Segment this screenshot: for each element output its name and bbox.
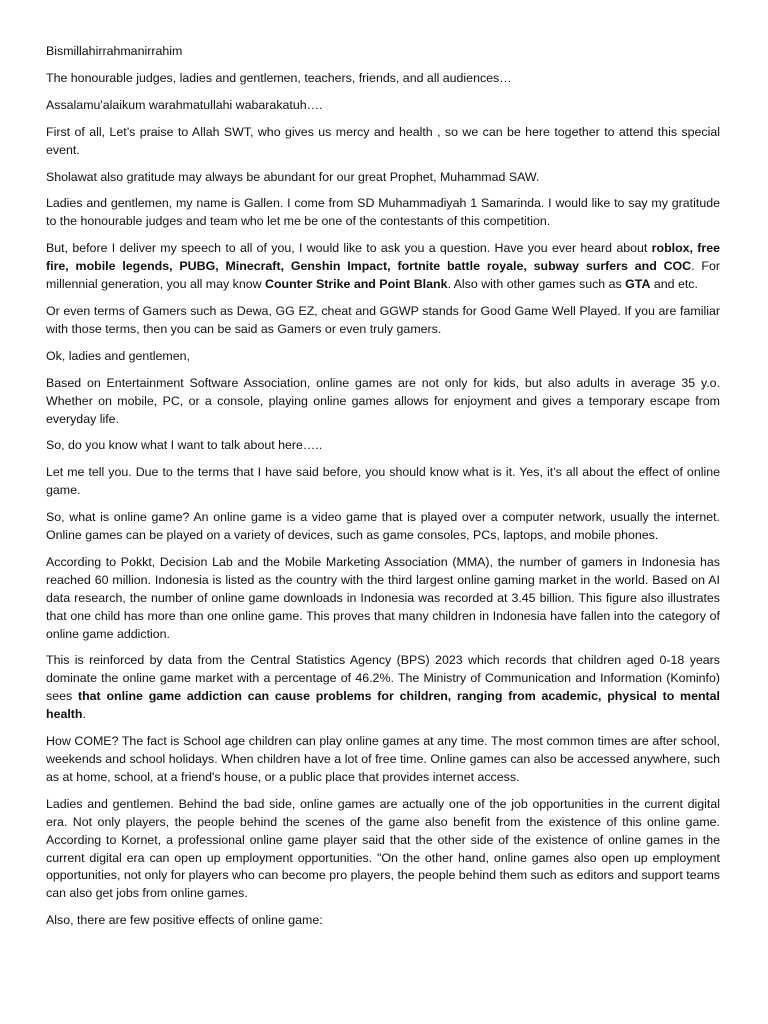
text-run: Also, there are few positive effects of online game: — [46, 913, 323, 928]
text-run: Bismillahirrahmanirrahim — [46, 44, 183, 58]
text-run: So, what is online game? An online game is a video game that is played over a computer network, usually the internet. Online games can be played on a variety of devices, such as game consoles, PCs, laptops, and mobile phones. — [46, 510, 720, 543]
paragraph — [46, 169, 720, 187]
paragraph — [46, 509, 720, 545]
text-run: But, before I deliver my speech to all of you, I would like to ask you a question. Have you ever heard about — [46, 241, 652, 256]
paragraph — [46, 70, 720, 88]
text-run: Ladies and gentlemen. Behind the bad side, online games are actually one of the job opportunities in the current digital era. Not only players, the people behind the scenes of the game also benefit from the existence of this online game. According to Kornet, a professional online game player said that the other side of the existence of online games in the current digital era can open up employment opportunities. "On the other hand, online games also open up employment opportunities, not only for players who can become pro players, the people behind them such as editors and support teams can also get jobs from online games. — [46, 796, 720, 901]
text-run: Let me tell you. Due to the terms that I have said before, you should know what is it. Yes, it’s all about the effect of online game. — [46, 465, 720, 498]
text-run: According to Pokkt, Decision Lab and the Mobile Marketing Association (MMA), the number of gamers in Indonesia has reached 60 million. Indonesia is listed as the country with the third largest online gaming market in the world. Based on AI data research, the number of online game downloads in Indonesia was recorded at 3.45 billion. This figure also illustrates that one child has more than one online game. This proves that many children in Indonesia have fallen into the category of online game addiction. — [46, 554, 720, 641]
text-run: . — [82, 707, 86, 722]
paragraph — [46, 652, 720, 724]
text-run: This is reinforced by data from the Central Statistics Agency (BPS) 2023 which records that children aged 0-18 years dominate the online game market with a percentage of 46.2%. The Ministry of Communication and Information (Kominfo) sees — [46, 653, 720, 704]
text-run: Or even terms of Gamers such as Dewa, GG EZ, cheat and GGWP stands for Good Game Well Played. If you are familiar with those terms, then you can be said as Gamers or even truly gamers. — [46, 303, 720, 336]
paragraph — [46, 195, 720, 231]
text-run: . Also with other games such as — [447, 277, 626, 292]
text-run: Ladies and gentlemen, my name is Gallen. I come from SD Muhammadiyah 1 Samarinda. I would like to say my gratitude to the honourable judges and team who let me be one of the contestants of this competition. — [46, 196, 720, 229]
paragraph — [46, 97, 720, 115]
paragraph — [46, 912, 720, 930]
paragraph — [46, 43, 720, 61]
paragraph — [46, 796, 720, 903]
paragraph — [46, 124, 720, 160]
paragraph — [46, 375, 720, 429]
document-body — [46, 43, 720, 930]
text-run: . For millennial generation, you all may know — [46, 259, 720, 292]
paragraph — [46, 240, 720, 294]
bold-text-run: GTA — [625, 277, 651, 292]
text-run: How COME? The fact is School age children can play online games at any time. The most common times are after school, weekends and school holidays. When children have a lot of free time. Online games can also be accessed anywhere, such as at home, school, at a friend's house, or a public place that provides internet access. — [46, 734, 720, 784]
text-run: The honourable judges, ladies and gentlemen, teachers, friends, and all audiences… — [46, 70, 512, 85]
paragraph — [46, 437, 720, 455]
text-run: First of all, Let’s praise to Allah SWT, who gives us mercy and health , so we can be here together to attend this special event. — [46, 124, 720, 157]
text-run: Ok, ladies and gentlemen, — [46, 348, 190, 363]
text-run: Assalamu'alaikum warahmatullahi wabarakatuh…. — [46, 97, 323, 112]
bold-text-run: roblox, free fire, mobile legends, PUBG, Minecraft, Genshin Impact, fortnite battle royale, subway surfers and COC — [46, 241, 720, 274]
paragraph — [46, 554, 720, 644]
paragraph — [46, 348, 720, 366]
bold-text-run: Counter Strike and Point Blank — [265, 277, 448, 292]
bold-text-run: that online game addiction can cause problems for children, ranging from academic, physical to mental health — [46, 689, 720, 722]
paragraph — [46, 733, 720, 787]
text-run: So, do you know what I want to talk about here….. — [46, 438, 323, 453]
text-run: Based on Entertainment Software Association, online games are not only for kids, but also adults in average 35 y.o. Whether on mobile, PC, or a console, playing online games allows for enjoyment and gives a temporary escape from everyday life. — [46, 375, 720, 426]
paragraph — [46, 464, 720, 500]
text-run: and etc. — [650, 277, 698, 292]
text-run: Sholawat also gratitude may always be abundant for our great Prophet, Muhammad SAW. — [46, 169, 540, 184]
paragraph — [46, 303, 720, 339]
